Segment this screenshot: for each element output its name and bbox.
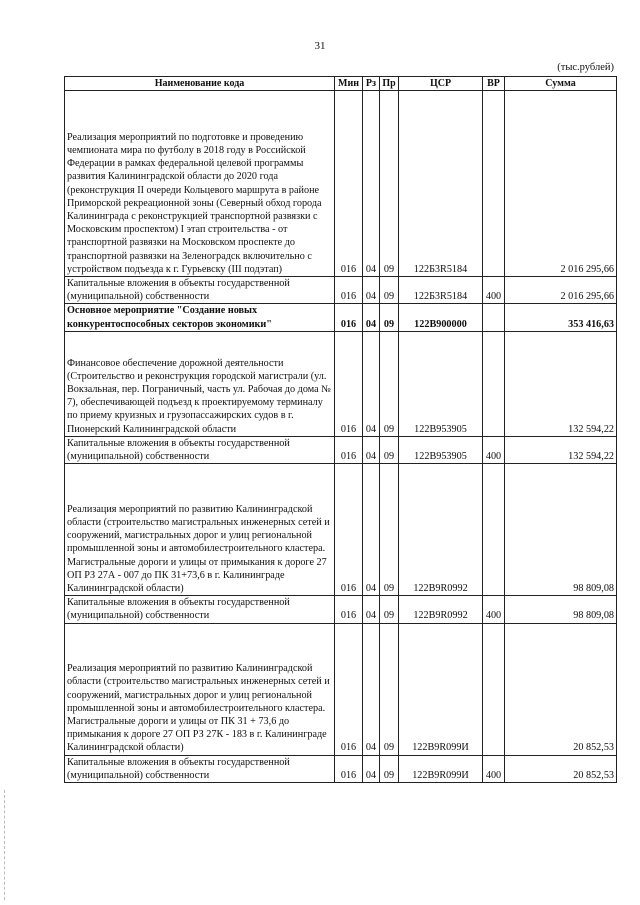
cell-rz: 04 [363, 464, 380, 596]
cell-vr [483, 304, 505, 331]
cell-name: Капитальные вложения в объекты государственной (муниципальной) собственности [65, 755, 335, 782]
cell-pr: 09 [380, 91, 399, 277]
header-rz: Рз [363, 77, 380, 91]
cell-min: 016 [335, 304, 363, 331]
cell-sum: 132 594,22 [505, 436, 617, 463]
header-min: Мин [335, 77, 363, 91]
header-csr: ЦСР [399, 77, 483, 91]
cell-rz: 04 [363, 436, 380, 463]
table-row [65, 596, 617, 623]
scan-edge-artifact [4, 790, 6, 900]
table-row [65, 331, 617, 436]
cell-vr: 400 [483, 277, 505, 304]
cell-rz: 04 [363, 596, 380, 623]
cell-csr: 122В9R0992 [399, 464, 483, 596]
units-label: (тыс.рублей) [557, 62, 614, 73]
budget-table [64, 76, 617, 783]
cell-csr: 122В9R099И [399, 623, 483, 755]
header-sum: Сумма [505, 77, 617, 91]
cell-name: Реализация мероприятий по подготовке и проведению чемпионата мира по футболу в 2018 году в Российской Федерации в рамках федеральной целевой программы развития Калининградской области до 2020 года (реконструкция II очереди Кольцевого маршрута в районе Приморской рекреационной зоны (Северный обход города Калининграда с реконструкцией транспортной развязки с Московским проспектом) I этап строительства - от транспортной развязки на Московском проспекте до транспортной развязки на Зеленоградск включительно с устройством подъезда к г. Гурьевску (III подэтап) [65, 91, 335, 277]
cell-csr: 122В900000 [399, 304, 483, 331]
cell-min: 016 [335, 277, 363, 304]
table-header-row [65, 77, 617, 91]
cell-vr: 400 [483, 596, 505, 623]
header-vr: ВР [483, 77, 505, 91]
cell-csr: 122В9R0992 [399, 596, 483, 623]
cell-pr: 09 [380, 304, 399, 331]
table-row [65, 91, 617, 277]
cell-min: 016 [335, 623, 363, 755]
cell-sum: 2 016 295,66 [505, 277, 617, 304]
cell-pr: 09 [380, 436, 399, 463]
cell-rz: 04 [363, 277, 380, 304]
cell-sum: 98 809,08 [505, 464, 617, 596]
table-row [65, 304, 617, 331]
cell-rz: 04 [363, 91, 380, 277]
cell-pr: 09 [380, 596, 399, 623]
cell-min: 016 [335, 436, 363, 463]
cell-vr [483, 331, 505, 436]
cell-rz: 04 [363, 623, 380, 755]
cell-vr [483, 623, 505, 755]
cell-sum: 20 852,53 [505, 755, 617, 782]
cell-sum: 132 594,22 [505, 331, 617, 436]
table-row [65, 623, 617, 755]
cell-sum: 20 852,53 [505, 623, 617, 755]
table-row [65, 464, 617, 596]
cell-pr: 09 [380, 464, 399, 596]
cell-csr: 122В953905 [399, 331, 483, 436]
cell-name: Капитальные вложения в объекты государственной (муниципальной) собственности [65, 277, 335, 304]
cell-min: 016 [335, 596, 363, 623]
header-pr: Пр [380, 77, 399, 91]
page-number: 31 [314, 40, 326, 52]
cell-vr: 400 [483, 436, 505, 463]
cell-pr: 09 [380, 277, 399, 304]
cell-name: Капитальные вложения в объекты государственной (муниципальной) собственности [65, 596, 335, 623]
cell-name: Основное мероприятие "Создание новых конкурентоспособных секторов экономики" [65, 304, 335, 331]
cell-rz: 04 [363, 755, 380, 782]
cell-csr: 122В953905 [399, 436, 483, 463]
table-body [65, 91, 617, 783]
cell-csr: 122Б3R5184 [399, 91, 483, 277]
cell-sum: 353 416,63 [505, 304, 617, 331]
cell-pr: 09 [380, 623, 399, 755]
cell-min: 016 [335, 91, 363, 277]
cell-name: Реализация мероприятий по развитию Калининградской области (строительство магистральных инженерных сетей и сооружений, магистральных дорог и улиц региональной промышленной зоны и автомобилестроительного кластера. Магистральные дороги и улицы от примыкания к дороге 27 ОП РЗ 27А - 007 до ПК 31+73,6 в г. Калининграде Калининградской области) [65, 464, 335, 596]
cell-sum: 2 016 295,66 [505, 91, 617, 277]
cell-name: Финансовое обеспечение дорожной деятельности (Строительство и реконструкция городской магистрали (ул. Вокзальная, пер. Пограничный, часть ул. Рабочая до дома № 7), обеспечивающей подъезд к проектируемому терминалу по приему круизных и грузопассажирских судов в г. Пионерский Калининградской области [65, 331, 335, 436]
table-row [65, 277, 617, 304]
cell-pr: 09 [380, 331, 399, 436]
table-row [65, 436, 617, 463]
cell-pr: 09 [380, 755, 399, 782]
cell-min: 016 [335, 331, 363, 436]
cell-sum: 98 809,08 [505, 596, 617, 623]
cell-rz: 04 [363, 304, 380, 331]
cell-csr: 122В9R099И [399, 755, 483, 782]
header-name: Наименование кода [65, 77, 335, 91]
table-row [65, 755, 617, 782]
cell-vr: 400 [483, 755, 505, 782]
cell-vr [483, 91, 505, 277]
cell-min: 016 [335, 464, 363, 596]
cell-rz: 04 [363, 331, 380, 436]
cell-min: 016 [335, 755, 363, 782]
cell-name: Реализация мероприятий по развитию Калининградской области (строительство магистральных инженерных сетей и сооружений, магистральных дорог и улиц региональной промышленной зоны и автомобилестроительного кластера. Магистральные дороги и улицы от ПК 31 + 73,6 до примыкания к дороге 27 ОП РЗ 27К - 183 в г. Калининграде Калининградской области) [65, 623, 335, 755]
cell-name: Капитальные вложения в объекты государственной (муниципальной) собственности [65, 436, 335, 463]
cell-csr: 122Б3R5184 [399, 277, 483, 304]
cell-vr [483, 464, 505, 596]
